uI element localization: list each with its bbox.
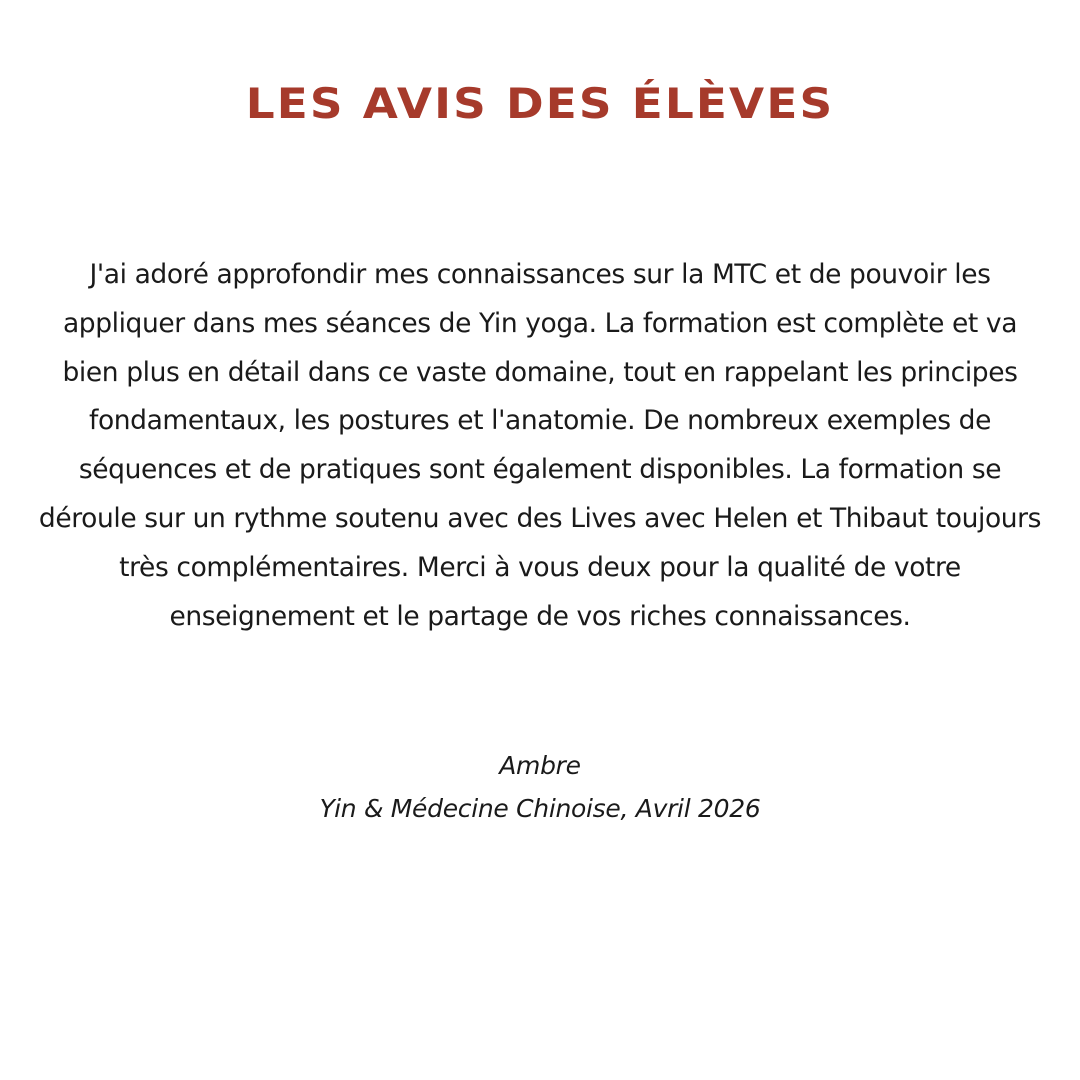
testimonial-text: J'ai adoré approfondir mes connaissances sur la MTC et de pouvoir les appliquer dans mes séances de Yin yoga. La formation est complète et va bien plus en détail dans ce vaste domaine, tout en rappelant les principes fondamentaux, les postures et l'anatomie. De nombreux exemples de séquences et de pratiques sont également disponibles. La formation se déroule sur un rythme soutenu avec des Lives avec Helen et Thibaut toujours très complémentaires. Merci à vous deux pour la qualité de votre enseignement et le partage de vos riches connaissances. bbox=[38, 259, 1042, 632]
course-name: Yin & Médecine Chinoise, Avril 2026 bbox=[319, 794, 761, 823]
author-name: Ambre bbox=[499, 751, 581, 780]
attribution bbox=[0, 744, 1080, 830]
page-title: LES AVIS DES ÉLÈVES bbox=[245, 79, 835, 128]
